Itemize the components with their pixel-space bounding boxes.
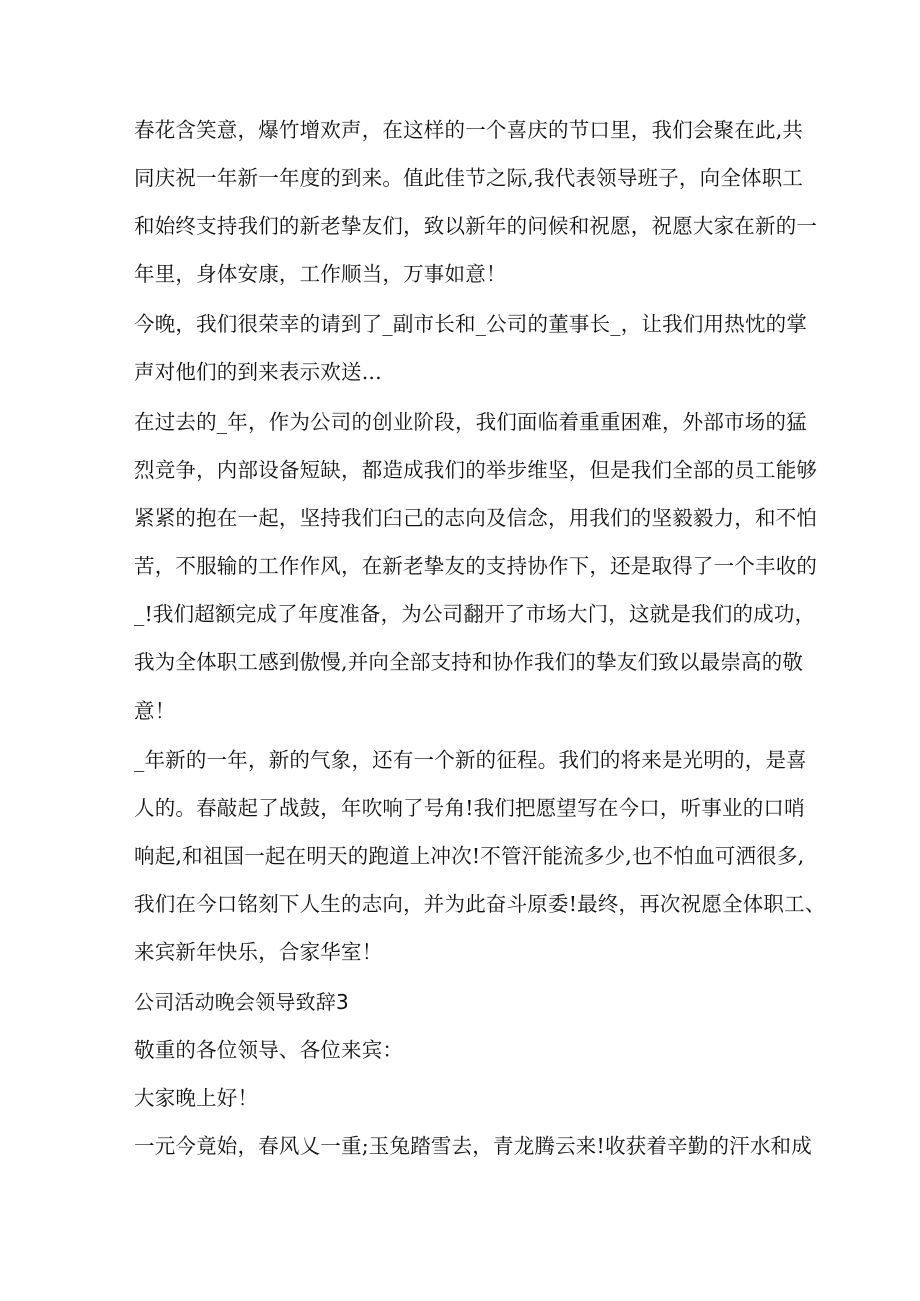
- paragraph-3-line-3: 紧紧的抱在一起，坚持我们臼己的志向及信念，用我们的坚毅毅力，和不怕: [134, 506, 818, 530]
- paragraph-3-line-1: 在过去的_年，作为公司的创业阶段，我们面临着重重困难，外部市场的猛: [134, 410, 807, 434]
- paragraph-3-line-7: 意！: [134, 699, 176, 723]
- paragraph-4-line-4: 我们在今口铭刻下人生的志向，并为此奋斗原委!最终，再次祝愿全体职工、: [134, 892, 826, 916]
- paragraph-2-line-2: 声对他们的到来表示欢送...: [134, 360, 382, 384]
- paragraph-5-line-1: 一元今竟始，春风乂一重;玉兔踏雪去，青龙腾云来!收获着辛勤的汗水和成: [134, 1134, 812, 1158]
- paragraph-1-line-2: 同庆祝一年新一年度的到来。值此佳节之际,我代表领导班子，向全体职工: [134, 166, 804, 190]
- paragraph-3-line-5: _!我们超额完成了年度准备，为公司翻开了市场大门，这就是我们的成功，: [134, 602, 816, 626]
- paragraph-4-line-1: _年新的一年，新的气象，还有一个新的征程。我们的将来是光明的，是喜: [134, 748, 807, 772]
- paragraph-3-line-2: 烈竞争，内部设备短缺，都造成我们的举步维坚，但是我们全部的员工能够: [134, 458, 818, 482]
- paragraph-1-line-3: 和始终支持我们的新老挚友们，致以新年的问候和祝愿，祝愿大家在新的一: [134, 214, 818, 238]
- section-title: 公司活动晚会领导致辞3: [134, 990, 349, 1014]
- paragraph-3-line-4: 苦，不服输的工作作风，在新老挚友的支持协作下，还是取得了一个丰收的: [134, 554, 818, 578]
- paragraph-3-line-6: 我为全体职工感到傲慢,并向全部支持和协作我们的挚友们致以最崇高的敬: [134, 650, 804, 674]
- salutation: 敬重的各位领导、各位来宾：: [134, 1038, 404, 1062]
- paragraph-1-line-4: 年里，身体安康，工作顺当，万事如意！: [134, 262, 507, 286]
- paragraph-1-line-1: 春花含笑意，爆竹增欢声，在这样的一个喜庆的节口里，我们会聚在此,共: [134, 118, 804, 142]
- paragraph-4-line-2: 人的。春敲起了战鼓，年吹响了号角!我们把愿望写在今口，听事业的口哨: [134, 796, 805, 820]
- greeting: 大家晚上好！: [134, 1086, 259, 1110]
- paragraph-4-line-5: 来宾新年快乐，合家华室！: [134, 940, 383, 964]
- paragraph-2-line-1: 今晚，我们很荣幸的请到了_副市长和_公司的董事长_，让我们用热忱的掌: [134, 312, 808, 336]
- paragraph-4-line-3: 响起,和祖国一起在明天的跑道上冲次!不管汗能流多少,也不怕血可洒很多,: [134, 844, 805, 868]
